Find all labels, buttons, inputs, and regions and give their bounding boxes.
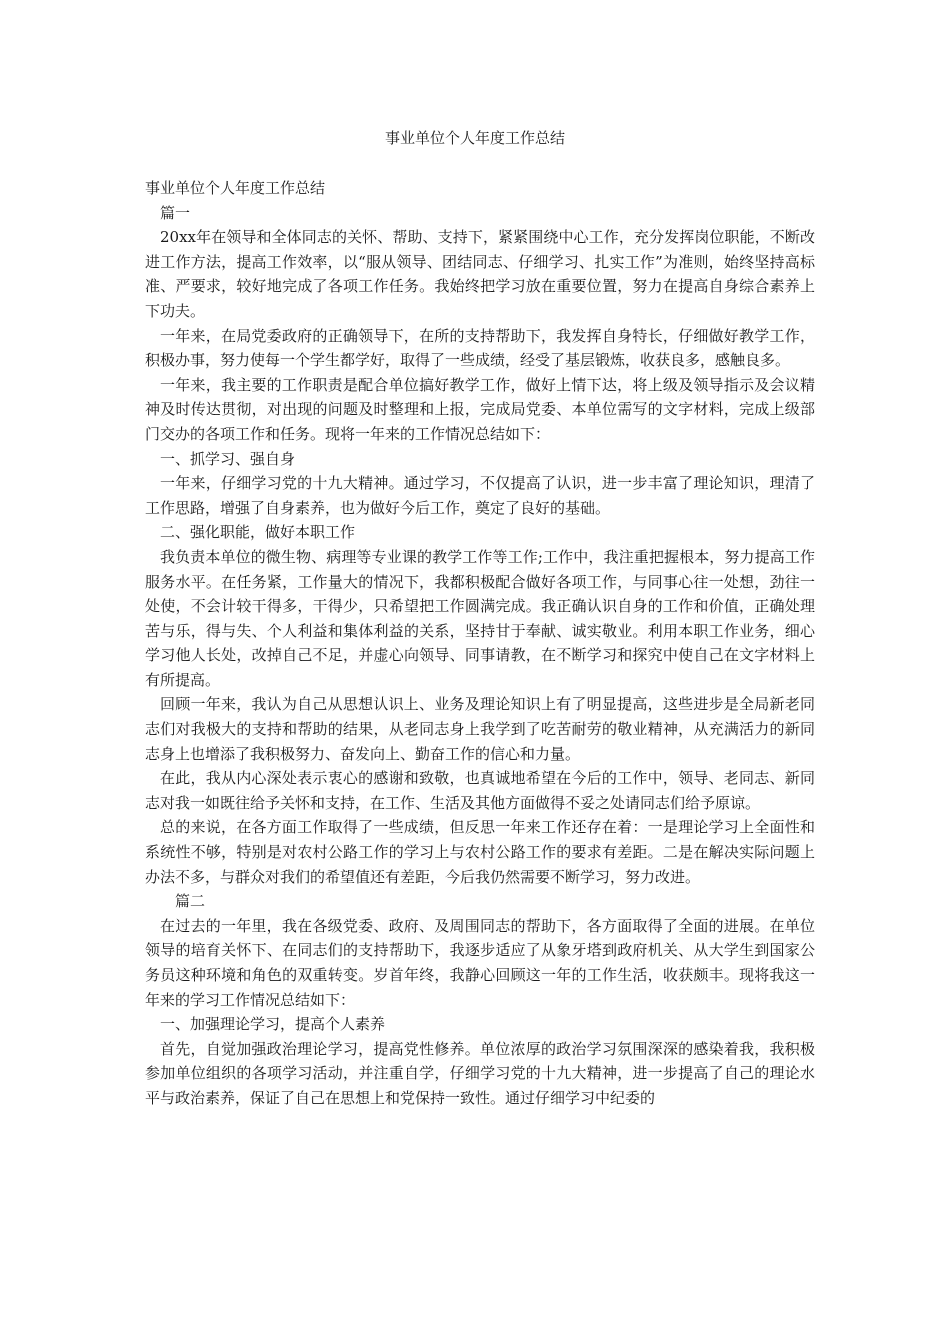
document-body	[145, 176, 815, 1111]
paragraph: 首先，自觉加强政治理论学习，提高党性修养。单位浓厚的政治学习氛围深深的感染着我，我积极参加单位组织的各项学习活动，并注重自学，仔细学习党的十九大精神，进一步提高了自己的理论水平与政治素养，保证了自己在思想上和党保持一致性。通过仔细学习中纪委的	[145, 1039, 815, 1107]
paragraph: 总的来说，在各方面工作取得了一些成绩，但反思一年来工作还存在着：一是理论学习上全面性和系统性不够，特别是对农村公路工作的学习上与农村公路工作的要求有差距。二是在解决实际问题上办法不多，与群众对我们的希望值还有差距，今后我仍然需要不断学习，努力改进。	[145, 818, 815, 886]
paragraph: 一年来，我主要的工作职责是配合单位搞好教学工作，做好上情下达，将上级及领导指示及会议精神及时传达贯彻，对出现的问题及时整理和上报，完成局党委、本单位需写的文字材料，完成上级部门交办的各项工作和任务。现将一年来的工作情况总结如下：	[145, 375, 815, 443]
section-label-part-two: 篇二	[175, 892, 206, 911]
paragraph: 一年来，仔细学习党的十九大精神。通过学习，不仅提高了认识，进一步丰富了理论知识，理清了工作思路，增强了自身素养，也为做好今后工作，奠定了良好的基础。	[145, 474, 815, 517]
subheading: 一、抓学习、强自身	[160, 449, 296, 468]
paragraph: 回顾一年来，我认为自己从思想认识上、业务及理论知识上有了明显提高，这些进步是全局新老同志们对我极大的支持和帮助的结果，从老同志身上我学到了吃苦耐劳的敬业精神，从充满活力的新同志身上也增添了我积极努力、奋发向上、勤奋工作的信心和力量。	[145, 695, 815, 763]
subheading: 二、强化职能，做好本职工作	[160, 523, 356, 542]
body-heading: 事业单位个人年度工作总结	[145, 179, 326, 197]
document-title: 事业单位个人年度工作总结	[384, 129, 565, 147]
section-label-part-one: 篇一	[160, 203, 191, 222]
paragraph: 一年来，在局党委政府的正确领导下，在所的支持帮助下，我发挥自身特长，仔细做好教学工作，积极办事，努力使每一个学生都学好，取得了一些成绩，经受了基层锻炼，收获良多，感触良多。	[145, 326, 815, 370]
paragraph: 在过去的一年里，我在各级党委、政府、及周围同志的帮助下，各方面取得了全面的进展。在单位领导的培育关怀下、在同志们的支持帮助下，我逐步适应了从象牙塔到政府机关、从大学生到国家公务员这种环境和角色的双重转变。岁首年终，我静心回顾这一年的工作生活，收获颇丰。现将我这一年来的学习工作情况总结如下：	[145, 916, 815, 1009]
paragraph: 20xx年在领导和全体同志的关怀、帮助、支持下，紧紧围绕中心工作，充分发挥岗位职能，不断改进工作方法，提高工作效率，以“服从领导、团结同志、仔细学习、扎实工作”为准则，始终坚持高标准、严要求，较好地完成了各项工作任务。我始终把学习放在重要位置，努力在提高自身综合素养上下功夫。	[145, 228, 815, 320]
paragraph: 我负责本单位的微生物、病理等专业课的教学工作等工作;工作中，我注重把握根本，努力提高工作服务水平。在任务紧，工作量大的情况下，我都积极配合做好各项工作，与同事心往一处想，劲往一处使，不会计较干得多，干得少，只希望把工作圆满完成。我正确认识自身的工作和价值，正确处理苦与乐，得与失、个人利益和集体利益的关系，坚持甘于奉献、诚实敬业。利用本职工作业务，细心学习他人长处，改掉自己不足，并虚心向领导、同事请教，在不断学习和探究中使自己在文字材料上有所提高。	[145, 547, 815, 689]
paragraph: 在此，我从内心深处表示衷心的感谢和致敬，也真诚地希望在今后的工作中，领导、老同志、新同志对我一如既往给予关怀和支持，在工作、生活及其他方面做得不妥之处请同志们给予原谅。	[145, 769, 815, 812]
subheading: 一、加强理论学习，提高个人素养	[160, 1015, 386, 1034]
